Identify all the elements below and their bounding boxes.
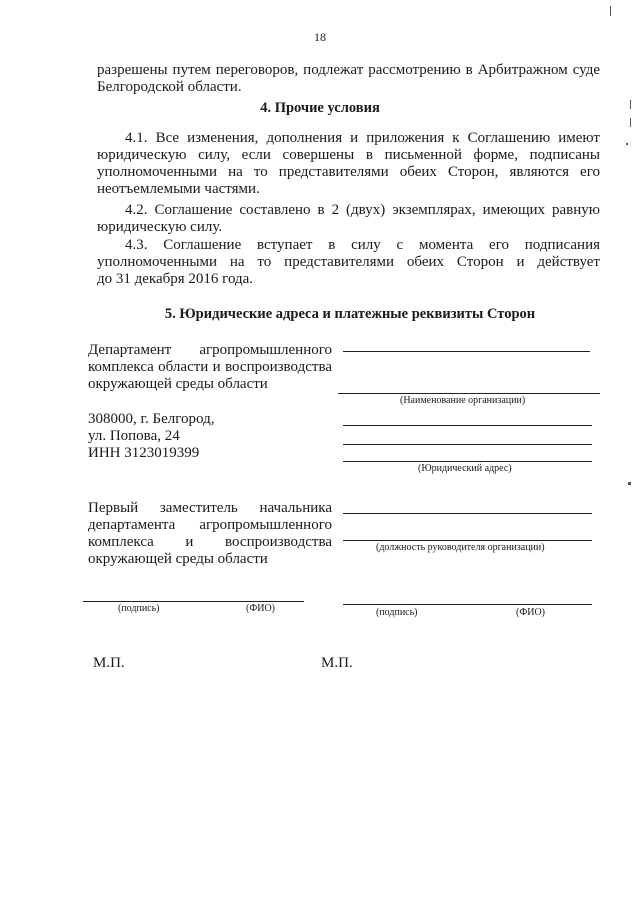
scan-mark [628,482,631,485]
right-fio-caption: (ФИО) [516,607,546,618]
clause-line: уполномоченными на то представителями обеих Сторон и действует [97,254,600,270]
address-line: 308000, г. Белгород, [88,411,215,427]
section-4-title: 4. Прочие условия [260,100,380,116]
org-line: комплекса области и воспроизводства [88,359,332,375]
address-line: ИНН 3123019399 [88,445,200,461]
organization-name [88,342,332,393]
position-blank-line [343,513,592,514]
intro-line: Белгородской области. [97,79,242,95]
clause-4-1 [97,130,600,198]
clause-line: 4.3. Соглашение вступает в силу с момента его подписания [125,237,600,253]
scan-mark [630,100,631,109]
position-line: департамента агропромышленного [88,517,332,533]
scan-mark [626,143,628,145]
org-name-blank-line [343,351,590,352]
clause-line: неотъемлемыми частями. [97,181,260,197]
caption-head-position: (должность руководителя организации) [376,542,545,553]
right-signature-line [343,604,592,605]
position-line: окружающей среды области [88,551,268,567]
section-5-title: 5. Юридические адреса и платежные реквизиты Сторон [164,306,536,322]
position-line: комплекса и воспроизводства [88,534,332,550]
position-line: Первый заместитель начальника [88,500,332,516]
clause-4-2 [97,202,600,236]
left-signature-line [83,601,304,602]
position-blank-line [343,540,592,541]
left-signature-caption: (подпись) [118,603,160,614]
caption-org-name: (Наименование организации) [400,395,526,406]
scan-mark [630,118,631,127]
address-blank-line [343,461,592,462]
org-line: Департамент агропромышленного [88,342,332,358]
clause-line: юридическую силу. [97,219,223,235]
address-blank-line [343,425,592,426]
clause-line: уполномоченными на то представителями обеих Сторон, являются его [97,164,600,180]
stamp-place-right: М.П. [321,655,353,671]
clause-line: 4.2. Соглашение составлено в 2 (двух) экземплярах, имеющих равную [125,202,600,218]
clause-line: 4.1. Все изменения, дополнения и приложения к Соглашению имеют [125,130,600,146]
address-line: ул. Попова, 24 [88,428,180,444]
right-signature-caption: (подпись) [376,607,418,618]
organization-address [88,411,332,462]
org-name-blank-line [338,393,600,394]
clause-line: юридическую силу, если совершены в письменной форме, подписаны [97,147,600,163]
caption-legal-address: (Юридический адрес) [418,463,512,474]
intro-line: разрешены путем переговоров, подлежат рассмотрению в Арбитражном суде [97,62,600,78]
intro-paragraph [97,62,600,96]
clause-4-3 [97,237,600,288]
stamp-place-left: М.П. [93,655,125,671]
page-number: 18 [314,30,326,44]
address-blank-line [343,444,592,445]
head-position [88,500,332,568]
clause-line: до 31 декабря 2016 года. [97,271,254,287]
left-fio-caption: (ФИО) [246,603,276,614]
scan-mark [610,6,611,16]
org-line: окружающей среды области [88,376,268,392]
